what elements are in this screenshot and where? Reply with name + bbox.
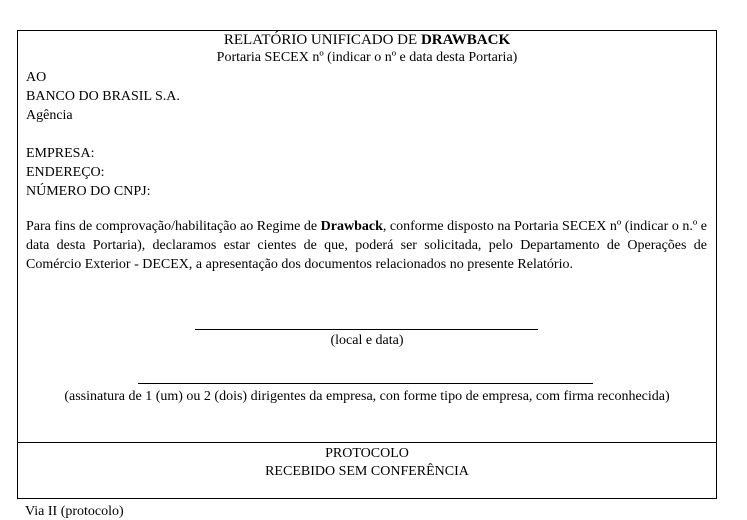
title-prefix: RELATÓRIO UNIFICADO DE bbox=[223, 32, 421, 48]
protocol-title: PROTOCOLO bbox=[325, 446, 409, 461]
place-date-line bbox=[195, 329, 538, 330]
declaration-part2: , conforme disposto na Portaria SECEX nº (indicar o n.º e data desta Portaria), declaramos estar cientes de que, poderá ser solicitada, pelo Departamento de Operações de Comércio Exterior - DECEX, a apresentação dos documentos relacionados no presente Relatório. bbox=[26, 219, 707, 272]
signature-caption: (assinatura de 1 (um) ou 2 (dois) dirigentes da empresa, con forme tipo de empresa, com firma reconhecida) bbox=[64, 389, 670, 404]
addressee-to: AO bbox=[26, 70, 47, 85]
protocol-received: RECEBIDO SEM CONFERÊNCIA bbox=[265, 464, 469, 479]
endereco-label: ENDEREÇO: bbox=[26, 165, 105, 180]
declaration-bold: Drawback bbox=[320, 219, 383, 234]
declaration-paragraph bbox=[26, 217, 707, 274]
cnpj-label: NÚMERO DO CNPJ: bbox=[26, 184, 151, 199]
protocol-divider bbox=[18, 442, 716, 443]
place-date-caption: (local e data) bbox=[330, 333, 404, 348]
report-title bbox=[18, 31, 716, 49]
report-form bbox=[17, 30, 717, 499]
addressee-bank: BANCO DO BRASIL S.A. bbox=[26, 89, 180, 104]
via-label: Via II (protocolo) bbox=[25, 504, 124, 519]
report-subtitle: Portaria SECEX nº (indicar o nº e data desta Portaria) bbox=[216, 50, 518, 65]
addressee-branch: Agência bbox=[26, 108, 73, 123]
declaration-part1: Para fins de comprovação/habilitação ao Regime de bbox=[26, 219, 321, 234]
empresa-label: EMPRESA: bbox=[26, 146, 95, 161]
signature-line bbox=[138, 383, 593, 384]
title-bold: DRAWBACK bbox=[420, 32, 511, 48]
